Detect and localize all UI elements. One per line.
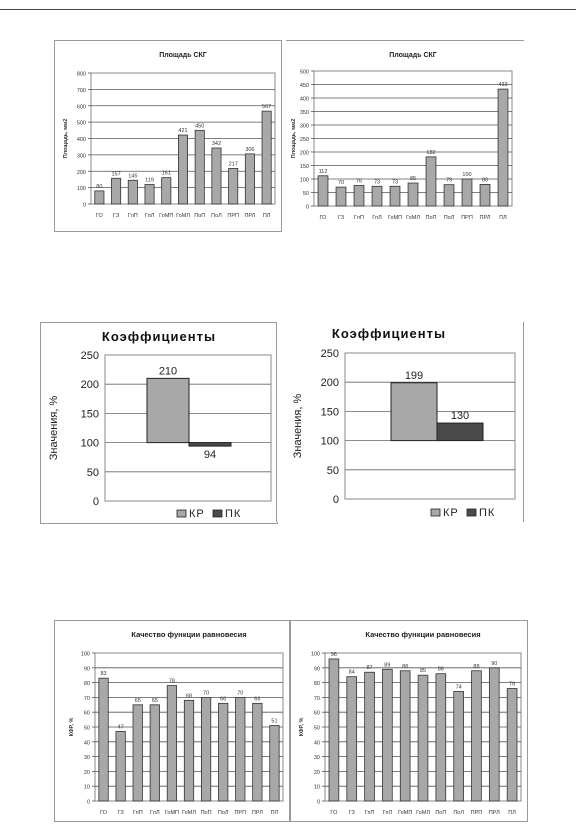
data-label: 306 bbox=[245, 146, 255, 153]
x-tick-label: ГоМП bbox=[387, 215, 403, 221]
bar bbox=[507, 689, 517, 801]
y-tick-label: 30 bbox=[83, 755, 90, 762]
x-tick-label: ГоМП bbox=[164, 810, 180, 816]
x-tick-label: ПРП bbox=[227, 213, 239, 219]
y-tick-label: 250 bbox=[299, 137, 309, 143]
area-chart-patients bbox=[54, 40, 282, 232]
y-tick-label: 200 bbox=[320, 377, 339, 390]
data-label: 51 bbox=[271, 718, 278, 725]
y-tick-label: 0 bbox=[316, 799, 320, 806]
x-tick-label: ГоМП bbox=[398, 810, 413, 816]
bar bbox=[462, 179, 472, 206]
x-tick-label: ГоМП bbox=[159, 213, 174, 219]
chart-svg bbox=[55, 41, 281, 231]
x-tick-label: ГЗ bbox=[117, 810, 124, 816]
coefficients-chart-controls bbox=[276, 322, 524, 522]
x-tick-label: ПоП bbox=[200, 810, 212, 816]
bar-КР bbox=[391, 383, 437, 441]
data-label: 74 bbox=[455, 684, 462, 691]
legend-swatch bbox=[431, 509, 440, 516]
bar bbox=[400, 671, 410, 801]
data-label: 94 bbox=[203, 449, 217, 462]
x-tick-label: ГпЛ bbox=[144, 213, 155, 219]
legend-swatch bbox=[467, 509, 476, 516]
y-tick-label: 50 bbox=[326, 464, 339, 477]
bar bbox=[372, 186, 382, 206]
bar bbox=[347, 677, 357, 801]
y-axis-label: КФР, % bbox=[299, 717, 305, 737]
y-axis-label: Значения, % bbox=[48, 395, 60, 461]
data-label: 73 bbox=[391, 179, 399, 186]
y-tick-label: 10 bbox=[313, 784, 320, 791]
x-tick-label: ПоЛ bbox=[211, 213, 222, 219]
bar bbox=[236, 697, 245, 801]
y-tick-label: 90 bbox=[83, 666, 90, 673]
y-tick-label: 50 bbox=[313, 725, 320, 732]
bar bbox=[229, 168, 238, 204]
legend-label: КР bbox=[189, 508, 205, 520]
bar bbox=[116, 731, 125, 801]
y-tick-label: 90 bbox=[313, 666, 320, 673]
y-tick-label: 0 bbox=[332, 494, 339, 506]
y-tick-label: 50 bbox=[302, 191, 309, 197]
x-tick-label: ГЗ bbox=[337, 215, 345, 221]
y-tick-label: 800 bbox=[76, 71, 86, 78]
data-label: 145 bbox=[128, 173, 138, 180]
bar bbox=[336, 187, 346, 206]
x-tick-label: ПоЛ bbox=[453, 810, 464, 816]
bar bbox=[472, 671, 482, 801]
bar bbox=[436, 674, 446, 801]
x-tick-label: ПоЛ bbox=[217, 810, 229, 816]
data-label: 217 bbox=[228, 161, 238, 168]
y-tick-label: 150 bbox=[320, 406, 339, 419]
bar bbox=[99, 678, 108, 801]
y-tick-label: 50 bbox=[83, 725, 90, 732]
data-label: 76 bbox=[509, 681, 516, 688]
y-tick-label: 0 bbox=[86, 799, 90, 806]
y-tick-label: 500 bbox=[299, 69, 309, 76]
data-label: 182 bbox=[426, 149, 436, 156]
data-label: 342 bbox=[211, 140, 222, 147]
y-axis-label: Площадь, мм2 bbox=[291, 118, 297, 159]
y-tick-label: 80 bbox=[83, 681, 90, 688]
y-tick-label: 80 bbox=[313, 681, 320, 688]
data-label: 84 bbox=[348, 669, 355, 676]
y-tick-label: 70 bbox=[313, 695, 320, 702]
x-tick-label: ГпП bbox=[354, 215, 364, 221]
y-tick-label: 100 bbox=[80, 437, 99, 450]
y-tick-label: 10 bbox=[83, 784, 90, 791]
y-tick-label: 60 bbox=[313, 710, 320, 717]
y-tick-label: 20 bbox=[313, 769, 320, 776]
data-label: 96 bbox=[330, 651, 337, 658]
data-label: 70 bbox=[337, 180, 345, 187]
data-label: 100 bbox=[462, 172, 472, 178]
data-label: 73 bbox=[373, 179, 381, 186]
x-tick-label: ГЗ bbox=[112, 213, 120, 219]
data-label: 88 bbox=[473, 663, 480, 670]
chart-svg bbox=[291, 621, 527, 821]
coefficients-chart-patients bbox=[40, 322, 278, 524]
chart-svg bbox=[277, 322, 523, 522]
data-label: 86 bbox=[437, 666, 444, 673]
data-label: 88 bbox=[402, 663, 409, 670]
bar bbox=[201, 697, 210, 801]
chart-svg bbox=[41, 323, 277, 523]
data-label: 79 bbox=[445, 177, 453, 184]
data-label: 199 bbox=[404, 369, 424, 382]
chart-svg bbox=[55, 621, 289, 821]
y-tick-label: 400 bbox=[76, 137, 86, 143]
data-label: 76 bbox=[355, 178, 363, 185]
data-label: 47 bbox=[117, 724, 124, 731]
y-tick-label: 300 bbox=[299, 123, 309, 130]
legend-swatch bbox=[213, 510, 222, 517]
bar bbox=[245, 154, 254, 204]
y-tick-label: 20 bbox=[83, 769, 90, 776]
y-tick-label: 0 bbox=[92, 496, 99, 508]
data-label: 80 bbox=[481, 177, 489, 184]
y-tick-label: 60 bbox=[83, 710, 90, 717]
x-tick-label: ГО bbox=[330, 810, 338, 816]
x-tick-label: ГЗ bbox=[348, 810, 355, 816]
bar bbox=[162, 178, 171, 204]
y-tick-label: 450 bbox=[299, 83, 309, 89]
y-tick-label: 150 bbox=[299, 164, 309, 170]
chart-title: Качество функции равновесия bbox=[365, 630, 481, 639]
y-tick-label: 300 bbox=[76, 153, 86, 160]
y-tick-label: 200 bbox=[80, 379, 99, 392]
data-label: 210 bbox=[158, 365, 178, 378]
y-tick-label: 0 bbox=[305, 204, 309, 211]
data-label: 130 bbox=[450, 410, 470, 423]
data-label: 89 bbox=[384, 662, 391, 669]
data-label: 90 bbox=[491, 660, 498, 667]
bar bbox=[382, 669, 392, 801]
data-label: 119 bbox=[145, 177, 154, 184]
x-tick-label: ПРЛ bbox=[479, 215, 491, 221]
bar bbox=[489, 668, 499, 801]
data-label: 66 bbox=[254, 696, 261, 703]
x-tick-label: ГО bbox=[100, 810, 108, 816]
y-tick-label: 150 bbox=[80, 408, 99, 421]
chart-title: Коэффициенты bbox=[331, 326, 447, 341]
legend-label: ПК bbox=[479, 507, 496, 519]
data-label: 70 bbox=[203, 690, 210, 697]
bar-ПК bbox=[437, 423, 483, 441]
y-tick-label: 30 bbox=[313, 755, 320, 762]
chart-title: Площадь СКГ bbox=[159, 52, 207, 59]
bar bbox=[426, 157, 436, 206]
x-tick-label: ПоЛ bbox=[443, 215, 455, 221]
data-label: 65 bbox=[151, 697, 158, 704]
x-tick-label: ПЛ bbox=[262, 213, 271, 219]
data-label: 83 bbox=[100, 671, 107, 678]
bar bbox=[498, 89, 508, 206]
bar bbox=[365, 672, 375, 801]
data-label: 433 bbox=[498, 82, 508, 89]
bar bbox=[408, 183, 418, 206]
y-tick-label: 70 bbox=[83, 695, 90, 702]
bar bbox=[95, 191, 104, 204]
bar bbox=[212, 148, 221, 204]
y-tick-label: 400 bbox=[299, 96, 309, 103]
x-tick-label: ПоП bbox=[194, 213, 206, 219]
data-label: 65 bbox=[134, 697, 141, 704]
x-tick-label: ПРП bbox=[234, 810, 247, 816]
data-label: 66 bbox=[220, 696, 227, 703]
data-label: 157 bbox=[111, 171, 121, 178]
data-label: 70 bbox=[237, 690, 244, 697]
data-label: 161 bbox=[161, 170, 171, 177]
y-tick-label: 0 bbox=[82, 202, 86, 209]
x-tick-label: ПРЛ bbox=[488, 810, 500, 816]
bar-ПК bbox=[189, 443, 231, 447]
bar bbox=[318, 176, 328, 206]
x-tick-label: ГоМЛ bbox=[406, 215, 420, 221]
data-label: 80 bbox=[96, 183, 103, 190]
bar bbox=[145, 185, 154, 204]
y-tick-label: 600 bbox=[76, 104, 86, 111]
bar bbox=[195, 130, 204, 204]
data-label: 112 bbox=[318, 168, 328, 175]
bar bbox=[390, 186, 400, 206]
y-tick-label: 250 bbox=[320, 348, 339, 360]
page-header-rule bbox=[0, 0, 576, 12]
balance-quality-chart-patients bbox=[54, 620, 290, 822]
bar bbox=[480, 184, 490, 206]
y-tick-label: 200 bbox=[299, 150, 309, 157]
y-tick-label: 50 bbox=[86, 466, 99, 479]
y-tick-label: 250 bbox=[80, 350, 99, 362]
bar bbox=[418, 675, 428, 801]
y-axis-label: Площадь, мм2 bbox=[63, 118, 69, 159]
y-tick-label: 40 bbox=[313, 740, 320, 747]
y-tick-label: 700 bbox=[76, 87, 86, 94]
bar bbox=[253, 703, 262, 801]
chart-title: Площадь СКГ bbox=[389, 52, 437, 59]
legend-swatch bbox=[177, 510, 186, 517]
x-tick-label: ГпЛ bbox=[150, 810, 160, 816]
x-tick-label: ПЛ bbox=[499, 215, 507, 221]
x-tick-label: ГО bbox=[319, 215, 327, 221]
bar bbox=[178, 135, 187, 204]
bar bbox=[354, 185, 364, 206]
x-tick-label: ПоП bbox=[435, 810, 447, 816]
data-label: 85 bbox=[409, 176, 417, 183]
bar bbox=[454, 691, 464, 801]
y-tick-label: 40 bbox=[83, 740, 90, 747]
bar bbox=[111, 178, 120, 204]
x-tick-label: ГпП bbox=[364, 810, 375, 816]
y-axis-label: КФР, % bbox=[69, 717, 75, 737]
balance-quality-chart-controls bbox=[290, 620, 528, 822]
legend-label: ПК bbox=[225, 508, 242, 520]
y-tick-label: 350 bbox=[299, 110, 309, 116]
bar bbox=[218, 703, 227, 801]
chart-title: Качество функции равновесия bbox=[131, 630, 247, 639]
y-tick-label: 200 bbox=[76, 169, 86, 176]
x-tick-label: ПРЛ bbox=[244, 213, 256, 219]
y-axis-label: Значения, % bbox=[292, 393, 304, 459]
y-tick-label: 100 bbox=[299, 177, 309, 184]
bar bbox=[262, 111, 271, 204]
y-tick-label: 100 bbox=[76, 186, 86, 193]
data-label: 421 bbox=[178, 128, 188, 135]
y-tick-label: 100 bbox=[320, 435, 339, 448]
bar bbox=[150, 705, 159, 801]
x-tick-label: ПРП bbox=[470, 810, 483, 816]
x-tick-label: ПРЛ bbox=[251, 810, 263, 816]
x-tick-label: ГО bbox=[95, 213, 103, 219]
bar bbox=[128, 180, 137, 204]
data-label: 78 bbox=[168, 678, 175, 685]
area-chart-controls bbox=[286, 40, 524, 231]
bar-КР bbox=[147, 378, 189, 442]
bar bbox=[184, 700, 193, 801]
y-tick-label: 100 bbox=[310, 651, 320, 658]
x-tick-label: ПЛ bbox=[508, 810, 516, 816]
y-tick-label: 100 bbox=[80, 651, 90, 658]
bar bbox=[167, 686, 176, 801]
bar bbox=[133, 705, 142, 801]
data-label: 87 bbox=[366, 665, 373, 672]
x-tick-label: ПоП bbox=[425, 215, 437, 221]
x-tick-label: ГпЛ bbox=[382, 810, 393, 816]
x-tick-label: ПРП bbox=[461, 215, 473, 221]
x-tick-label: ГпЛ bbox=[372, 215, 382, 221]
data-label: 567 bbox=[262, 104, 272, 111]
x-tick-label: ПЛ bbox=[270, 810, 279, 816]
data-label: 68 bbox=[185, 693, 193, 700]
x-tick-label: ГоМЛ bbox=[182, 810, 196, 816]
chart-svg bbox=[286, 41, 524, 231]
data-label: 85 bbox=[419, 668, 427, 675]
data-label: 450 bbox=[195, 123, 205, 130]
bar bbox=[444, 185, 454, 206]
x-tick-label: ГпП bbox=[132, 810, 143, 816]
bar bbox=[329, 659, 339, 801]
y-tick-label: 500 bbox=[76, 120, 86, 127]
x-tick-label: ГпП bbox=[127, 213, 138, 219]
x-tick-label: ГоМЛ bbox=[416, 810, 430, 816]
chart-title: Коэффициенты bbox=[101, 329, 217, 344]
x-tick-label: ГоМЛ bbox=[176, 213, 190, 219]
legend-label: КР bbox=[443, 507, 459, 519]
bar bbox=[270, 726, 279, 801]
